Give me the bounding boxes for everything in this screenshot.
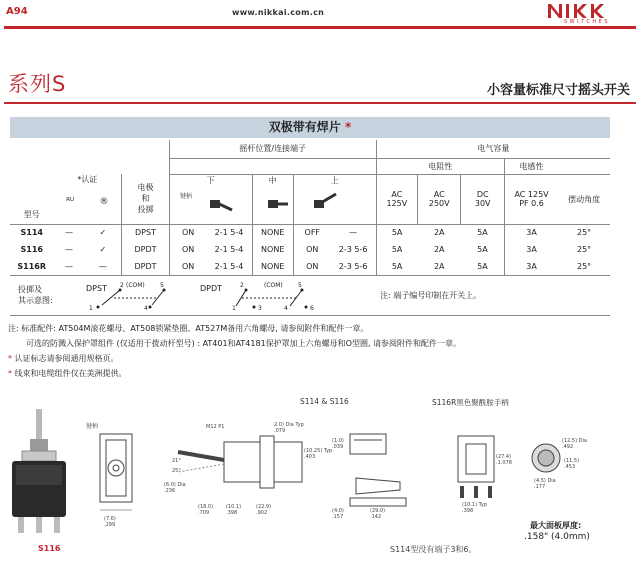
svg-text:(10.1): (10.1) [226, 504, 242, 510]
s116r-drawing [436, 412, 536, 516]
max-panel-value: .158" (4.0mm) [524, 532, 590, 542]
svg-text:(29.0): (29.0) [370, 508, 386, 514]
svg-text:2: 2 [240, 282, 245, 289]
svg-text:(COM): (COM) [264, 282, 284, 289]
page-number: A94 [6, 6, 28, 17]
svg-text:25°: 25° [172, 468, 181, 474]
svg-text:.236: .236 [164, 488, 176, 494]
down-header: 下 [206, 175, 215, 185]
csa-icon: ® [99, 197, 109, 207]
svg-text:.492: .492 [562, 444, 574, 450]
drawing-label-s114-s116: S114 & S116 [300, 397, 349, 406]
svg-text:.398: .398 [226, 510, 238, 516]
svg-text:.902: .902 [256, 510, 268, 516]
svg-text:1: 1 [89, 305, 94, 312]
table-row: S116 — ✓ DPDT ON 2-1 5-4 NONE ON 2-3 5-6 5A 2A 5A 3A 25° [10, 241, 610, 258]
svg-text:DPST: DPST [86, 284, 108, 293]
svg-text:.709: .709 [198, 510, 210, 516]
svg-text:.177: .177 [534, 484, 546, 490]
svg-text:21°: 21° [172, 458, 181, 464]
notes: 注: 标准配件: AT504M滚花螺母、AT508锁紧垫圈、AT527M备用六角螺母, 请参阅附件和配件一章。 可选的防溅入保护罩组件 (仅适用于拨动杆型号) : AT401和AT4181保护罩加上六角螺母和O型圈, 请参阅附件和配件一章。 * 认证标志请参阅通用规格页。 * 线束和电缆组件仅在美洲提供。 [8, 324, 462, 378]
svg-text:M12 P1: M12 P1 [206, 424, 225, 430]
title-rule [4, 102, 636, 104]
lever-terminal-header: 摇杆位置/连接端子 [169, 140, 376, 158]
svg-text:(7.6): (7.6) [104, 516, 116, 522]
svg-text:6: 6 [310, 305, 315, 312]
svg-text:.453: .453 [564, 464, 576, 470]
svg-text:.299: .299 [104, 522, 116, 528]
table-row: S116R — — DPDT ON 2-1 5-4 NONE ON 2-3 5-6 5A 2A 5A 3A 25° [10, 258, 610, 275]
up-header: 上 [330, 175, 339, 185]
svg-text:DPDT: DPDT [200, 284, 223, 293]
svg-text:(4.0): (4.0) [332, 508, 344, 514]
svg-text:键柄: 键柄 [86, 423, 99, 430]
svg-text:5: 5 [298, 282, 303, 289]
switch-photo [8, 409, 70, 539]
toggle-down-icon [176, 186, 246, 212]
svg-text:4: 4 [284, 305, 289, 312]
toggle-mid-icon [255, 186, 291, 212]
svg-text:(27.4): (27.4) [496, 454, 512, 460]
svg-text:SWITCHES: SWITCHES [564, 19, 610, 25]
knob-drawing [528, 430, 588, 490]
svg-text:(4.5) Dia: (4.5) Dia [534, 478, 556, 484]
svg-text:4: 4 [144, 305, 149, 312]
cert-header: *认证 [77, 175, 98, 184]
svg-text:(1.0): (1.0) [332, 438, 344, 444]
svg-text:(6.0) Dia: (6.0) Dia [164, 482, 186, 488]
side-view-drawing [164, 412, 333, 522]
schematic-row: 投掷及 其示意图: DPST 2 (COM) 5 1 4 DPDT 2 (COM) 5 1 3 4 6 注: 端子编号印制在开关上。 [10, 275, 610, 315]
website-url[interactable]: www.nikkai.com.cn [232, 8, 325, 17]
svg-text:.142: .142 [370, 514, 382, 520]
page-subtitle: 小容量标准尺寸摇头开关 [486, 83, 630, 98]
svg-text:2.0) Dia Typ: 2.0) Dia Typ [274, 422, 304, 428]
dpst-dpdt-schematic [84, 276, 494, 314]
spec-table: 摇杆位置/连接端子 电气容量 电阻性 电感性 型号 *认证 ᴿᵁ ® 电极 和 投掷 下 键柄 中 上 AC 125V AC 250V DC 30V AC 125V PF 0.6 摆动角度 S114 — ✓ DPST ON 2-1 5-4 NONE OFF — 5A 2A 5A 3A 25° S116 — ✓ DPDT ON 2-1 5-4 NONE ON 2-3 5-6 5A 2A 5A 3A 25° S116R — — DPDT ON 2-1 5-4 NONE ON 2-3 5-6 5A 2A 5A 3A 25° 投掷及 其示意图: DPST 2 (COM) 5 1 4 DPDT 2 (COM) 5 1 3 4 6 注: 端子编号印制在开关上。 [10, 140, 610, 316]
svg-text:注: 端子编号印制在开关上。: 注: 端子编号印制在开关上。 [380, 291, 482, 300]
section-banner: 双极带有焊片 * [10, 117, 610, 138]
angle-header: 摆动角度 [558, 174, 610, 224]
photo-label: S116 [38, 544, 61, 553]
svg-text:1: 1 [232, 305, 237, 312]
front-view-drawing [84, 420, 144, 528]
svg-text:.039: .039 [332, 444, 344, 450]
drawing-label-s116r: S116R黑色聚酰胺手柄 [432, 398, 509, 407]
svg-text:.398: .398 [462, 508, 474, 514]
inductive-header: 电感性 [504, 158, 558, 174]
series-title: 系列S [8, 72, 67, 96]
nkk-logo [540, 0, 636, 24]
poles-header: 电极 和 投掷 [122, 174, 170, 224]
svg-text:(12.5) Dia: (12.5) Dia [562, 438, 587, 444]
svg-text:键柄: 键柄 [179, 192, 192, 200]
toggle-up-icon [300, 186, 370, 212]
svg-text:.403: .403 [304, 454, 316, 460]
svg-text:(18.0): (18.0) [198, 504, 214, 510]
svg-text:2: 2 [120, 282, 125, 289]
svg-text:(10.25) Typ: (10.25) Typ [304, 448, 333, 454]
mid-header: 中 [268, 175, 277, 185]
svg-text:(COM): (COM) [126, 282, 146, 289]
model-header: 型号 [23, 209, 40, 219]
svg-text:(22.9): (22.9) [256, 504, 272, 510]
svg-text:5: 5 [160, 282, 165, 289]
svg-text:3: 3 [258, 305, 263, 312]
svg-text:.157: .157 [332, 514, 344, 520]
table-row: S114 — ✓ DPST ON 2-1 5-4 NONE OFF — 5A 2A 5A 3A 25° [10, 224, 610, 241]
svg-text:.079: .079 [274, 428, 286, 434]
ul-icon: ᴿᵁ [66, 197, 75, 207]
max-panel-label: 最大面板厚度: [530, 521, 582, 530]
svg-text:(10.1) Typ: (10.1) Typ [462, 502, 488, 508]
resistive-header: 电阻性 [376, 158, 504, 174]
terminal-view-drawing [330, 420, 426, 522]
bottom-note: S114型没有端子3和6。 [390, 545, 477, 554]
header-rule [4, 26, 636, 29]
svg-text:(11.5): (11.5) [564, 458, 580, 464]
svg-text:.1.078: .1.078 [496, 460, 512, 466]
rating-header: 电气容量 [376, 140, 610, 158]
